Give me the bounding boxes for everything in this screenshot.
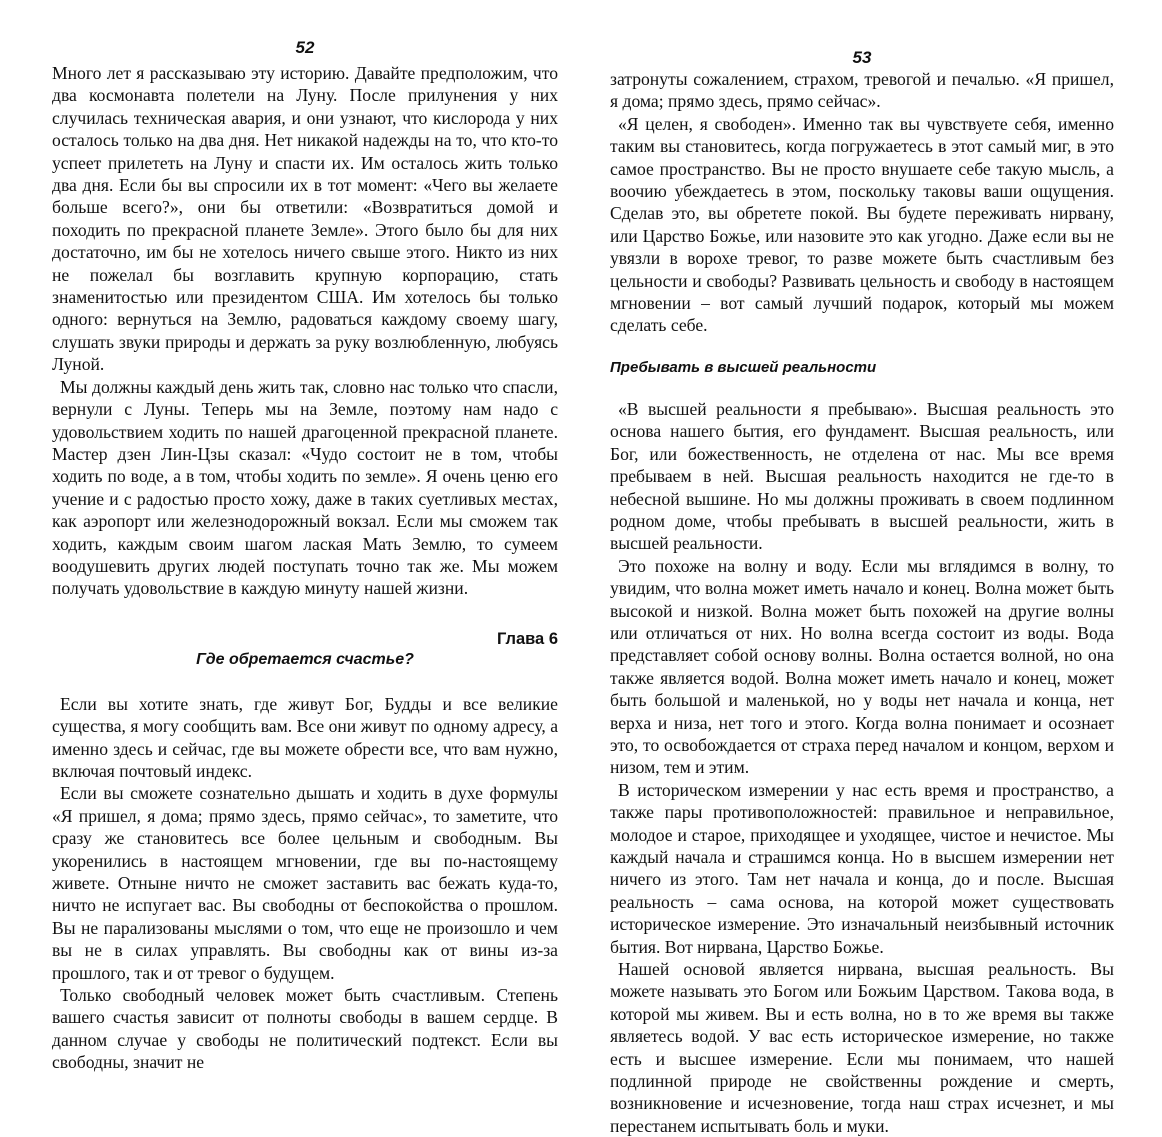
right-body-bottom bbox=[610, 398, 1114, 1137]
chapter-title: Где обретается счастье? bbox=[196, 650, 414, 668]
right-page bbox=[610, 0, 1114, 1137]
paragraph: Если вы хотите знать, где живут Бог, Будды и все великие существа, я могу сообщить вам. Все они живут по одному адресу, а именно здесь и сейчас, где вы можете обрести все, что вам нужно, включая почтовый индекс. bbox=[52, 693, 558, 781]
paragraph: В историческом измерении у нас есть время и пространство, а также пары противоположностей: правильное и неправильное, молодое и старое, приходящее и уходящее, чистое и нечистое. Мы каждый начала и страшимся конца. Но в высшем измерении нет ничего из этого. Там нет начала и конца, до и после. Высшая реальность – сама основа, на которой может существовать историческое измерение. Это изначальный неизбывный источник бытия. Вот нирвана, Царство Божье. bbox=[610, 779, 1114, 957]
paragraph: Это похоже на волну и воду. Если мы вглядимся в волну, то увидим, что волна может иметь начало и конец. Волна может быть высокой и низкой. Волна может быть похожей на другие волны или отличаться от них. Но волна всегда состоит из воды. Вода представляет собой основу волны. Волна остается волной, но она также является водой. Волна может иметь начало и конец, может быть большой и маленькой, но у воды нет начала и конца, нет верха и низа, нет того и этого. Когда волна понимает и осознает это, то освобождается от страха перед началом и концом, верхом и низом, тем и этим. bbox=[610, 555, 1114, 778]
paragraph: «Я целен, я свободен». Именно так вы чувствуете себя, именно таким вы становитесь, когда погружаетесь в этот самый миг, в это самое пространство. Вы не просто внушаете себе такую мысль, а воочию убеждаетесь в этом, поскольку таковы ваши ощущения. Сделав это, вы обретете покой. Вы будете переживать нирвану, или Царство Божье, или назовите это как угодно. Даже если вы не увязли в ворохе тревог, то разве можете быть счастливым без цельности и свободы? Развивать цельность и свободу в настоящем мгновении – вот самый лучший подарок, который мы можем сделать себе. bbox=[610, 113, 1114, 336]
page-number: 52 bbox=[295, 38, 315, 57]
left-body-top bbox=[52, 62, 558, 600]
paragraph: Много лет я рассказываю эту историю. Давайте предположим, что два космонавта полетели на Луну. После прилунения у них случилась техническая авария, и они узнают, что кислорода у них осталось только на два дня. Нет никакой надежды на то, что кто-то успеет прилететь на Луну и спасти их. Им осталось жить только два дня. Если бы вы спросили их в тот момент: «Чего вы желаете больше всего?», они бы ответили: «Возвратиться домой и походить по прекрасной планете Земле». Этого было бы для них достаточно, им бы не хотелось ничего свыше этого. Никто из них не пожелал бы возглавить крупную корпорацию, стать знаменитостью или президентом США. Им хотелось бы только одного: вернуться на Землю, радоваться каждому своему шагу, слушать звуки природы и держать за руку возлюбленную, любуясь Луной. bbox=[52, 63, 558, 375]
chapter-heading bbox=[52, 630, 558, 669]
right-body-top bbox=[610, 68, 1114, 337]
paragraph: затронуты сожалением, страхом, тревогой и печалью. «Я пришел, я дома; прямо здесь, прямо сейчас». bbox=[610, 69, 1114, 112]
paragraph: Нашей основой является нирвана, высшая реальность. Вы можете называть это Богом или Божьим Царством. Такова вода, в которой мы живем. Вы и есть волна, но в то же время вы также являетесь водой. У вас есть историческое измерение, но также есть и высшее измерение. Если мы понимаем, что нашей подлинной природе не свойственны рождение и смерть, возникновение и исчезновение, тогда наш страх исчезнет, и мы перестанем испытывать боль и муки. bbox=[610, 959, 1114, 1136]
paragraph: Если вы сможете сознательно дышать и ходить в духе формулы «Я пришел, я дома; прямо здесь, прямо сейчас», то заметите, что сразу же становитесь все более цельным и свободным. Вы укоренились в настоящем мгновении, где вы по-настоящему живете. Отныне ничто не сможет заставить вас бежать куда-то, ничто не испугает вас. Вы свободны от беспокойства о прошлом. Вы не парализованы мыслями о том, что еще не произошло и чем вы не в силах управлять. Вы свободны как от вины из-за прошлого, так и от тревог о будущем. bbox=[52, 783, 558, 983]
section-heading bbox=[610, 359, 1114, 376]
paragraph: «В высшей реальности я пребываю». Высшая реальность это основа нашего бытия, его фундамент. Высшая реальность, или Бог, или божественность, не отделена от нас. Мы все время пребываем в ней. Высшая реальность находится не где-то в небесной вышине. Но мы должны проживать в своем подлинном родном доме, чтобы пребывать в высшей реальности, жить в высшей реальности. bbox=[610, 398, 1114, 554]
paragraph: Только свободный человек может быть счастливым. Степень вашего счастья зависит от полноты свободы в вашем сердце. В данном случае у свободы не политический подтекст. Если вы свободны, значит не bbox=[52, 985, 558, 1073]
section-title: Пребывать в высшей реальности bbox=[610, 358, 877, 376]
page-number: 53 bbox=[852, 48, 872, 67]
paragraph: Мы должны каждый день жить так, словно нас только что спасли, вернули с Луны. Теперь мы на Земле, поэтому нам надо с удовольствием ходить по нашей драгоценной прекрасной планете. Мастер дзен Лин-Цзы сказал: «Чудо состоит не в том, чтобы ходить по воде, а в том, чтобы ходить по земле». Я очень ценю его учение и с радостью просто хожу, даже в таких суетливых местах, как аэропорт или железнодорожный вокзал. Если мы сможем так ходить, каждым своим шагом лаская Мать Землю, то сумеем воодушевить других людей поступать точно так же. Мы можем получать удовольствие в каждую минуту нашей жизни. bbox=[52, 376, 558, 599]
left-page bbox=[52, 0, 558, 1074]
chapter-label: Глава 6 bbox=[496, 629, 558, 648]
left-body-bottom bbox=[52, 693, 558, 1074]
